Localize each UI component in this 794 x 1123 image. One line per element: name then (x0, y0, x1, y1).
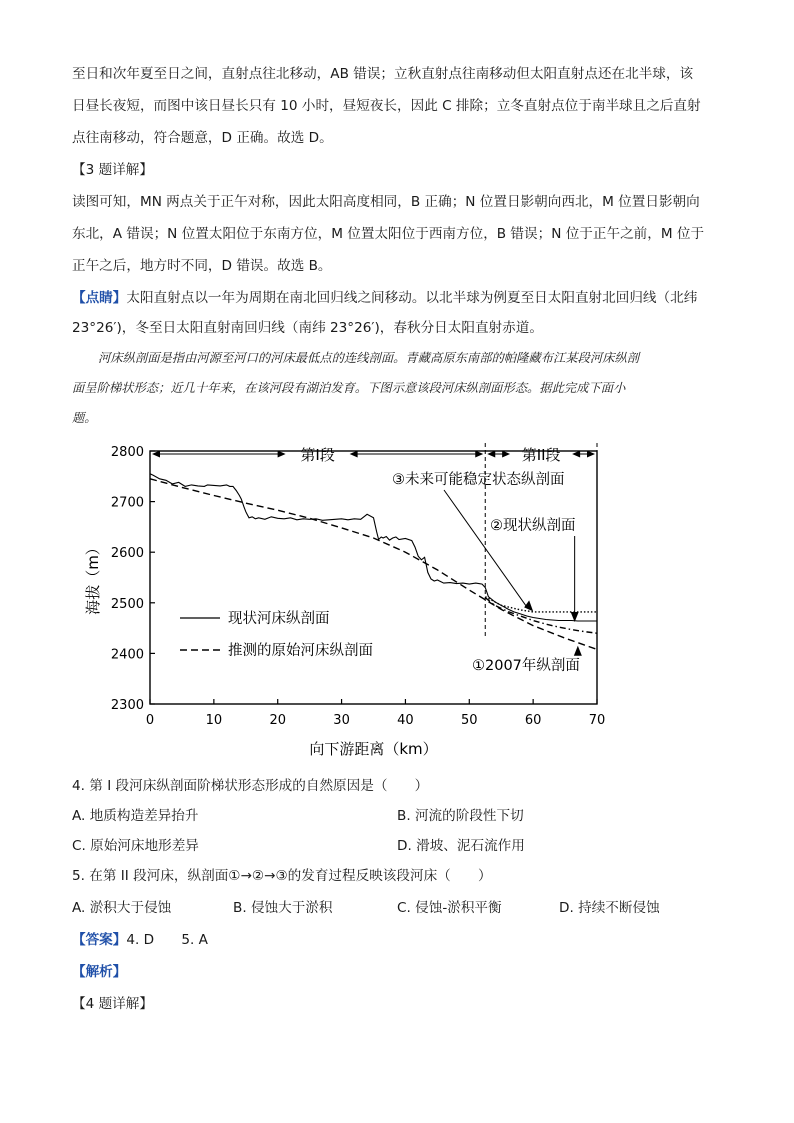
explanation-line: 日昼长夜短，而图中该日昼长只有 10 小时，昼短夜长，因此 C 排除；立冬直射点位于南半球且之后直射 (72, 98, 701, 114)
x-tick-label: 0 (145, 713, 155, 728)
question-4: 4. 第 I 段河床纵剖面阶梯状形态形成的自然原因是（ ） (72, 778, 429, 794)
key-point-tag: 【点睛】 (72, 290, 127, 306)
y-tick-label: 2300 (110, 698, 144, 713)
option-4a: A. 地质构造差异抬升 (72, 808, 199, 824)
legend-label: 现状河床纵剖面 (228, 611, 330, 627)
y-axis-label: 海拔（m） (84, 540, 102, 615)
chart-axes (84, 445, 605, 758)
annotation-label: ①2007年纵剖面 (472, 658, 580, 674)
x-tick-label: 40 (397, 713, 414, 728)
answer-tag: 【答案】 (72, 932, 127, 948)
explanation-line: 东北，A 错误；N 位置太阳位于东南方位，M 位置太阳位于西南方位，B 错误；N 位于正午之前，M 位于 (72, 226, 705, 242)
explanation-line: 读图可知，MN 两点关于正午对称，因此太阳高度相同，B 正确；N 位置日影朝向西北，M 位置日影朝向 (72, 194, 700, 210)
option-5d: D. 持续不断侵蚀 (559, 900, 660, 916)
y-tick-label: 2800 (110, 445, 144, 460)
y-tick-label: 2700 (110, 495, 144, 511)
chart-labels (152, 446, 595, 674)
x-tick-label: 10 (205, 713, 223, 728)
x-tick-label: 50 (461, 713, 478, 728)
option-5a: A. 淤积大于侵蚀 (72, 900, 172, 916)
y-tick-label: 2400 (110, 647, 144, 663)
explanation-line: 点往南移动，符合题意，D 正确。故选 D。 (72, 130, 333, 146)
annotation-label: ②现状纵剖面 (490, 518, 576, 534)
x-tick-label: 20 (269, 713, 286, 728)
intro-paragraph-line: 河床纵剖面是指由河源至河口的河床最低点的连线剖面。青藏高原东南部的帕隆藏布江某段河床纵剖 (98, 351, 640, 365)
option-5b: B. 侵蚀大于淤积 (233, 900, 333, 916)
x-tick-label: 70 (588, 713, 606, 728)
key-point-text: 太阳直射点以一年为周期在南北回归线之间移动。以北半球为例夏至日太阳直射北回归线（北纬 (126, 290, 698, 306)
annotation-arrowhead (524, 600, 533, 611)
series-line (150, 479, 597, 650)
option-4c: C. 原始河床地形差异 (72, 838, 199, 854)
question-5: 5. 在第 II 段河床，纵剖面①→②→③的发育过程反映该段河床（ ） (72, 868, 492, 884)
analysis-tag: 【解析】 (72, 964, 127, 980)
y-tick-label: 2500 (110, 596, 144, 612)
explanation-line: 至日和次年夏至日之间，直射点往北移动，AB 错误；立秋直射点往南移动但太阳直射点还在北半球，该 (72, 66, 694, 82)
annotation-label: ③未来可能稳定状态纵剖面 (392, 472, 565, 488)
option-4b: B. 河流的阶段性下切 (397, 808, 524, 824)
option-5c: C. 侵蚀-淤积平衡 (397, 900, 502, 916)
x-tick-label: 30 (333, 713, 350, 728)
segment-label: 第II段 (521, 446, 561, 464)
intro-paragraph-line: 面呈阶梯状形态；近几十年来，在该河段有湖泊发育。下图示意该段河床纵剖面形态。据此完成下面小 (72, 381, 626, 395)
legend-label: 推测的原始河床纵剖面 (228, 643, 373, 659)
river-profile-chart (60, 432, 640, 764)
section-heading-q4: 【4 题详解】 (72, 996, 153, 1012)
x-axis-label: 向下游距离（km） (309, 740, 438, 758)
answer-text: 4. D 5. A (126, 932, 208, 948)
y-tick-label: 2600 (110, 546, 144, 562)
x-tick-label: 60 (524, 713, 542, 728)
option-4d: D. 滑坡、泥石流作用 (397, 838, 525, 854)
explanation-line: 正午之后，地方时不同，D 错误。故选 B。 (72, 258, 332, 274)
answer-line (72, 930, 208, 950)
key-point-line (72, 288, 697, 308)
annotation-arrowhead (574, 646, 582, 656)
segment-label: 第I段 (300, 446, 335, 464)
section-heading-q3: 【3 题详解】 (72, 162, 153, 178)
series-line (485, 598, 597, 634)
key-point-line: 23°26′)，冬至日太阳直射南回归线（南纬 23°26′)，春秋分日太阳直射赤道。 (72, 320, 543, 336)
intro-paragraph-line: 题。 (72, 411, 97, 425)
